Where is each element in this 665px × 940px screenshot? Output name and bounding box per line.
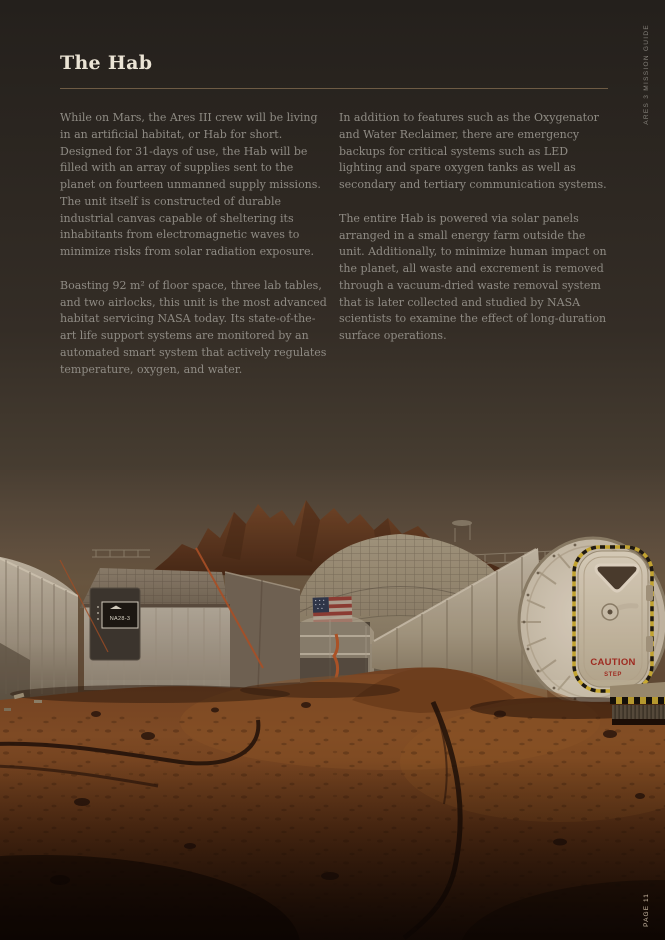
- spine-label: ARES 3 MISSION GUIDE: [643, 24, 650, 125]
- page-title: The Hab: [60, 52, 153, 74]
- caution-step-label: STEP: [604, 672, 622, 678]
- left-column: [60, 110, 329, 395]
- text-columns: [60, 110, 608, 395]
- caution-label: CAUTION: [590, 657, 636, 668]
- right-column: [339, 110, 608, 395]
- title-rule: [60, 88, 608, 89]
- paragraph: The entire Hab is powered via solar panels arranged in a small energy farm outside the unit. Additionally, to minimize human impact on the planet, all waste and excrement is removed through a vacuum-dried waste removal system that is later collected and studied by NASA scientists to examine the effect of long-duration surface operations.: [339, 211, 607, 342]
- paragraph: In addition to features such as the Oxygenator and Water Reclaimer, there are emergency backups for critical systems such as LED lighting and spare oxygen tanks as well as secondary and tertiary communication systems.: [339, 111, 607, 191]
- module-id-label: NA28-3: [109, 616, 131, 622]
- page-number: PAGE 11: [643, 893, 650, 927]
- walkway-step: [610, 682, 665, 725]
- article: [60, 52, 608, 395]
- paragraph: While on Mars, the Ares III crew will be living in an artificial habitat, or Hab for short. Designed for 31-days of use, the Hab will be filled with an array of supplies sent to the planet on fourteen unmanned supply missions. The unit itself is constructed of durable industrial canvas capable of sheltering its inhabitants from electromagnetic waves to minimize risks from solar radiation exposure.: [60, 111, 321, 258]
- paragraph: Boasting 92 m² of floor space, three lab tables, and two airlocks, this unit is the most advanced habitat servicing NASA today. Its state-of-the-art life support systems are monitored by an automated smart system that actively regulates temperature, oxygen, and water.: [60, 278, 327, 376]
